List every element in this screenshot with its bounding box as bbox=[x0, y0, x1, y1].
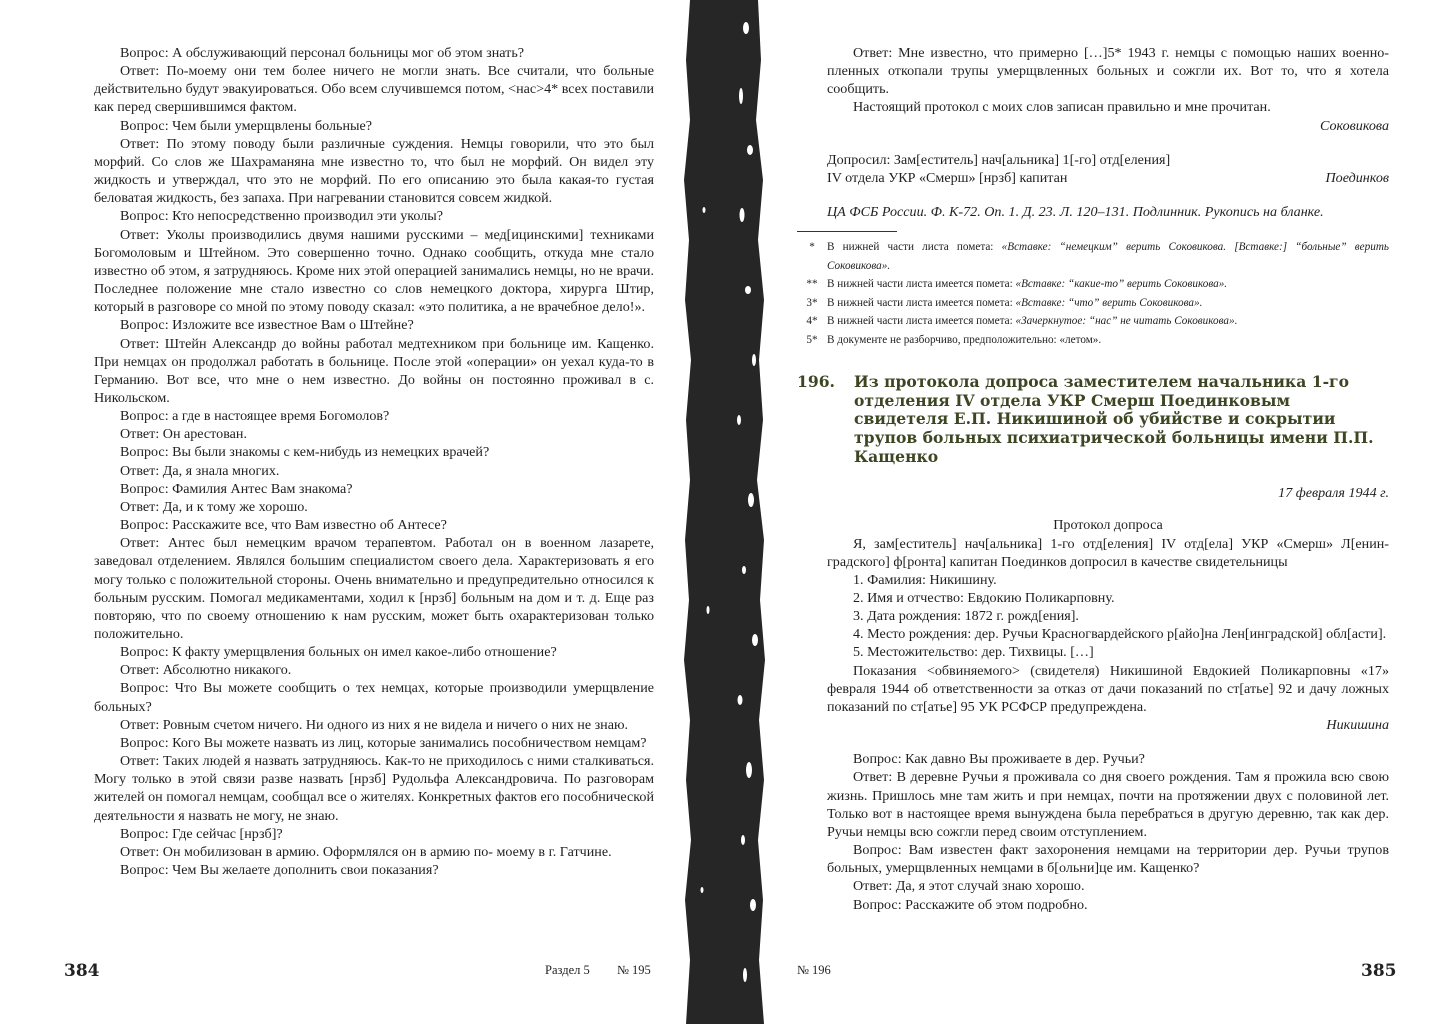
paragraph: Вопрос: Изложите все известное Вам о Штейне? bbox=[120, 317, 414, 334]
signature: Соковикова bbox=[1320, 117, 1389, 134]
paragraph: Вопрос: Расскажите все, что Вам известно об Антесе? bbox=[120, 517, 447, 534]
protocol-heading: Протокол допроса bbox=[1053, 517, 1163, 534]
spacer bbox=[827, 135, 1389, 151]
paragraph: Ответ: Таких людей я назвать затрудняюсь. Как-то не приходилось с ними сталкиваться. Могу только в этой связи разве назвать [нрзб] Рудольфа Александровича. По разговорам жителей он помогал немцам, сообщал все о жителях. Конкретных фактов его пособнической деятельности я назвать не могу, не знаю. bbox=[94, 753, 654, 824]
paragraph: Вопрос: Чем Вы желаете дополнить свои показания? bbox=[120, 862, 439, 879]
paragraph: Ответ: Да, и к тому же хорошо. bbox=[120, 498, 308, 515]
paragraph: Вопрос: Кто непосредственно производил эти уколы? bbox=[120, 208, 443, 225]
paragraph: Вопрос: Чем были умерщвлены больные? bbox=[120, 117, 372, 134]
signature: Никишина bbox=[1326, 717, 1389, 734]
paragraph: Вопрос: К факту умерщвления больных он имел какое-либо отношение? bbox=[120, 644, 557, 661]
paragraph: Ответ: Ровным счетом ничего. Ни одного из них я не видела и ничего о них не знаю. bbox=[120, 716, 629, 733]
paragraph: Вопрос: Что Вы можете сообщить о тех немцах, которые производили умерщвление больных? bbox=[94, 680, 654, 715]
paragraph: Показания <обвиняемого> (свидетеля) Никишиной Евдокией Поликарповны «17» февраля 1944 об ответственности за отказ от дачи показаний по ст[атье] 92 и дачу ложных показаний по ст[атье] 95 УК РСФСР предупреждена. bbox=[827, 662, 1389, 715]
paragraph: Ответ: Штейн Александр до войны работал медтехником при больнице им. Кащенко. При немцах он продолжал работать в больнице. После этой «операции» он уехал куда-то в Германию. Вот все, что мне о нем известно. До войны он постоянно проживал в с. Никольском. bbox=[94, 335, 654, 406]
footnote: 5* В документе не разборчиво, предположительно: «летом». bbox=[806, 333, 1102, 346]
paragraph: Ответ: Он арестован. bbox=[120, 426, 247, 443]
paragraph: Вопрос: Вам известен факт захоронения немцами на территории дер. Ручьи трупов больных, умерщвленных немцами в б[ольни]це им. Кащенко? bbox=[827, 842, 1389, 877]
book-binding-gutter bbox=[684, 0, 766, 1024]
archive-reference: ЦА ФСБ России. Ф. К-72. Оп. 1. Д. 23. Л. 120–131. Подлинник. Рукопись на бланке. bbox=[827, 204, 1324, 221]
interrogator-line: Допросил: Зам[еститель] нач[альника] 1[-го] отд[еления] bbox=[827, 151, 1171, 168]
paragraph: Ответ: По этому поводу были различные суждения. Немцы говорили, что это был морфий. Со слов же Шахраманяна мне известно то, что был не морфий. Он видел эту жидкость и утверждал, что это не морфий. По его описанию это была какая-то густая беловатая жидкость, без запаха. При нагревании становится совсем жидкой. bbox=[94, 135, 654, 207]
list-item: 4. Место рождения: дер. Ручьи Красногвардейского р[айо]на Лен[инградской] обл[асти]. bbox=[853, 626, 1387, 643]
footnote: ** В нижней части листа имеется помета: «Вставке: “какие-то” верить Соковикова». bbox=[806, 278, 1228, 291]
spacer bbox=[827, 734, 1389, 750]
paragraph: Ответ: Он мобилизован в армию. Оформлялся он в армию по- моему в г. Гатчине. bbox=[120, 843, 612, 860]
paragraph: Вопрос: Как давно Вы проживаете в дер. Ручьи? bbox=[853, 751, 1145, 768]
interrogator-row bbox=[827, 169, 1389, 187]
footnote: 4* В нижней части листа имеется помета: «Зачеркнутое: “нас” не читать Соковикова». bbox=[806, 315, 1238, 328]
doc-number-right: № 196 bbox=[797, 963, 831, 977]
doc-number-left: № 195 bbox=[617, 963, 651, 977]
paragraph: Ответ: По-моему они тем более ничего не могли знать. Все считали, что больные действительно будут эвакуироваться. Обо всем случившемся потом, <нас>4* всех поставили как перед свершившимся фактом. bbox=[94, 63, 654, 116]
footnote: * В нижней части листа помета: «Вставке: “немецким” верить Соковикова. [Вставке:] “больные” верить Соковикова». bbox=[809, 241, 1389, 272]
paragraph: Вопрос: Где сейчас [нрзб]? bbox=[120, 825, 283, 842]
document-heading bbox=[797, 372, 1389, 466]
document-number: 196. bbox=[797, 372, 835, 392]
section-label: Раздел 5 bbox=[545, 963, 590, 977]
list-item: 2. Имя и отчество: Евдокию Поликарповну. bbox=[853, 590, 1115, 606]
interrogator-signature: Поединков bbox=[1325, 169, 1389, 186]
paragraph: Ответ: Уколы производились двумя нашими русскими – мед[ицинскими] техниками Богомоловым и Штейном. Это совершенно точно. Однако сообщить, откуда мне стало известно об этом, я затрудняюсь. Кроме них этой операцией занимались немцы, но не врачи. Последнее положение мне стало известно со слов немецкого доктора, хирурга Штир, который в разговоре со мной по этому поводу сказал: «это политика, а не врачебное дело!». bbox=[94, 226, 654, 316]
paragraph: Вопрос: Фамилия Антес Вам знакома? bbox=[120, 480, 353, 497]
document-title: Из протокола допроса заместителем начальника 1-го отделения IV отдела УКР Смерш Поединковым свидетеля Е.П. Никишиной об убийстве и сокрытии трупов больных психиатрической больницы имени П.П. Кащенко bbox=[854, 372, 1374, 466]
right-page bbox=[797, 44, 1389, 914]
paragraph: Ответ: Да, я этот случай знаю хорошо. bbox=[853, 878, 1085, 895]
paragraph: Ответ: Антес был немецким врачом терапевтом. Работал он в военном лазарете, заведовал отделением. Являлся большим специалистом своего дела. Характеризовать я его могу только с положительной стороны. Очень внимательно и предупредительно относился к больным русским. Помогал медикаментами, ходил к [нрзб] больным на дом и т. д. Еще раз повторяю, что по своему отношению к нам русским, может быть охарактеризован только положительно. bbox=[94, 535, 654, 642]
footnote: 3* В нижней части листа имеется помета: «Вставке: “что” верить Соковикова». bbox=[806, 296, 1203, 309]
paragraph: Вопрос: А обслуживающий персонал больницы мог об этом знать? bbox=[120, 45, 525, 61]
list-item: 3. Дата рождения: 1872 г. рожд[ения]. bbox=[853, 608, 1079, 625]
paragraph: Ответ: Абсолютно никакого. bbox=[120, 662, 292, 679]
paragraph: Ответ: Мне известно, что примерно […]5* 1943 г. немцы с помощью наших военнопленных откопали трупы умерщвленных больных и сожгли их. Вот то, что я хотела сообщить. bbox=[827, 45, 1389, 98]
page-number-left: 384 bbox=[64, 961, 100, 981]
footnotes bbox=[797, 238, 1389, 349]
paragraph: Вопрос: Расскажите об этом подробно. bbox=[853, 896, 1088, 913]
document-date: 17 февраля 1944 г. bbox=[1278, 485, 1389, 502]
paragraph: Ответ: В деревне Ручьи я проживала со дня своего рождения. Там я прожила всю свою жизнь. Пришлось мне там жить и при немцах, почти на протяжении двух с половиной лет. Только вот в настоящее время вынуждена была перебраться в другую деревню, так как дер. Ручьи немцы всю сожгли перед своим отступлением. bbox=[827, 769, 1389, 840]
interrogator-rank: IV отдела УКР «Смерш» [нрзб] капитан bbox=[827, 169, 1068, 186]
paragraph: Ответ: Да, я знала многих. bbox=[120, 462, 280, 479]
list-item: 1. Фамилия: Никишину. bbox=[853, 571, 997, 588]
paragraph: Я, зам[еститель] нач[альника] 1-го отд[еления] IV отд[ела] УКР «Смерш» Л[енинградского] ф[ронта] капитан Поединков допросил в качестве свидетельницы bbox=[827, 535, 1389, 570]
footnote-rule bbox=[797, 231, 897, 232]
paragraph: Вопрос: Вы были знакомы с кем-нибудь из немецких врачей? bbox=[120, 444, 490, 461]
spacer bbox=[827, 187, 1389, 203]
paragraph: Вопрос: а где в настоящее время Богомолов? bbox=[120, 408, 390, 425]
paragraph: Настоящий протокол с моих слов записан правильно и мне прочитан. bbox=[853, 99, 1271, 116]
paragraph: Вопрос: Кого Вы можете назвать из лиц, которые занимались пособничеством немцам? bbox=[120, 734, 647, 751]
left-page bbox=[94, 44, 654, 879]
page-number-right: 385 bbox=[1361, 961, 1397, 981]
list-item: 5. Местожительство: дер. Тихвицы. […] bbox=[853, 644, 1094, 661]
